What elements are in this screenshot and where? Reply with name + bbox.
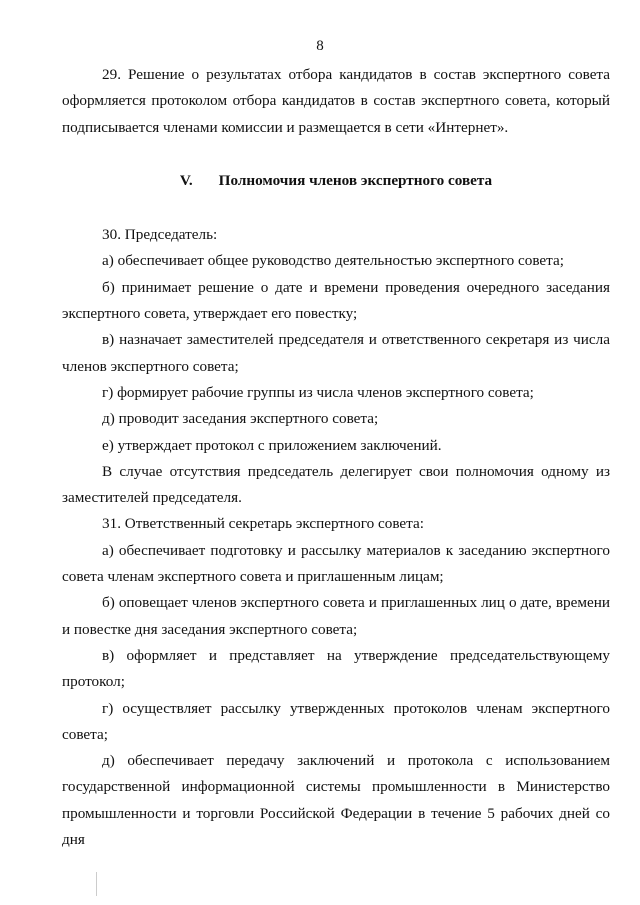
section-title: Полномочия членов экспертного совета	[218, 171, 493, 189]
paragraph-31-item-g: г) осуществляет рассылку утвержденных протоколов членам экспертного совета;	[62, 699, 610, 743]
paragraph-31-item-a: а) обеспечивает подготовку и рассылку материалов к заседанию экспертного совета членам экспертного совета и приглашенным лицам;	[62, 541, 610, 586]
paragraph-31-intro: 31. Ответственный секретарь экспертного совета:	[102, 515, 424, 533]
section-number: V.	[179, 171, 193, 189]
section-heading	[62, 168, 610, 194]
page-number: 8	[316, 38, 324, 54]
paragraph-30-item-e: е) утверждает протокол с приложением заключений.	[102, 436, 442, 454]
document-body	[62, 62, 610, 853]
paragraph-31-item-d: д) обеспечивает передачу заключений и протокола с использованием государственной информационной системы промышленности в Министерство промышленности и торговли Российской Федерации в течение 5 рабочих дней со дня	[62, 752, 610, 849]
scan-margin-mark	[96, 872, 97, 896]
paragraph-31-item-v: в) оформляет и представляет на утверждение председательствующему протокол;	[62, 646, 610, 691]
paragraph-30-item-a: а) обеспечивает общее руководство деятельностью экспертного совета;	[102, 252, 564, 270]
paragraph-30-item-v: в) назначает заместителей председателя и ответственного секретаря из числа членов экспертного совета;	[62, 331, 610, 375]
paragraph-30-note: В случае отсутствия председатель делегирует свои полномочия одному из заместителей председателя.	[62, 462, 610, 507]
paragraph-31-item-b: б) оповещает членов экспертного совета и приглашенных лиц о дате, времени и повестке дня заседания экспертного совета;	[62, 594, 610, 638]
paragraph-30-intro: 30. Председатель:	[102, 226, 218, 244]
paragraph-30-item-g: г) формирует рабочие группы из числа членов экспертного совета;	[102, 383, 534, 401]
paragraph-29: 29. Решение о результатах отбора кандидатов в состав экспертного совета оформляется протоколом отбора кандидатов в состав экспертного совета, который подписывается членами комиссии и размещается в сети «Интернет».	[62, 66, 610, 136]
paragraph-30-item-d: д) проводит заседания экспертного совета;	[102, 410, 379, 428]
paragraph-30-item-b: б) принимает решение о дате и времени проведения очередного заседания экспертного совета, утверждает его повестку;	[62, 278, 610, 323]
